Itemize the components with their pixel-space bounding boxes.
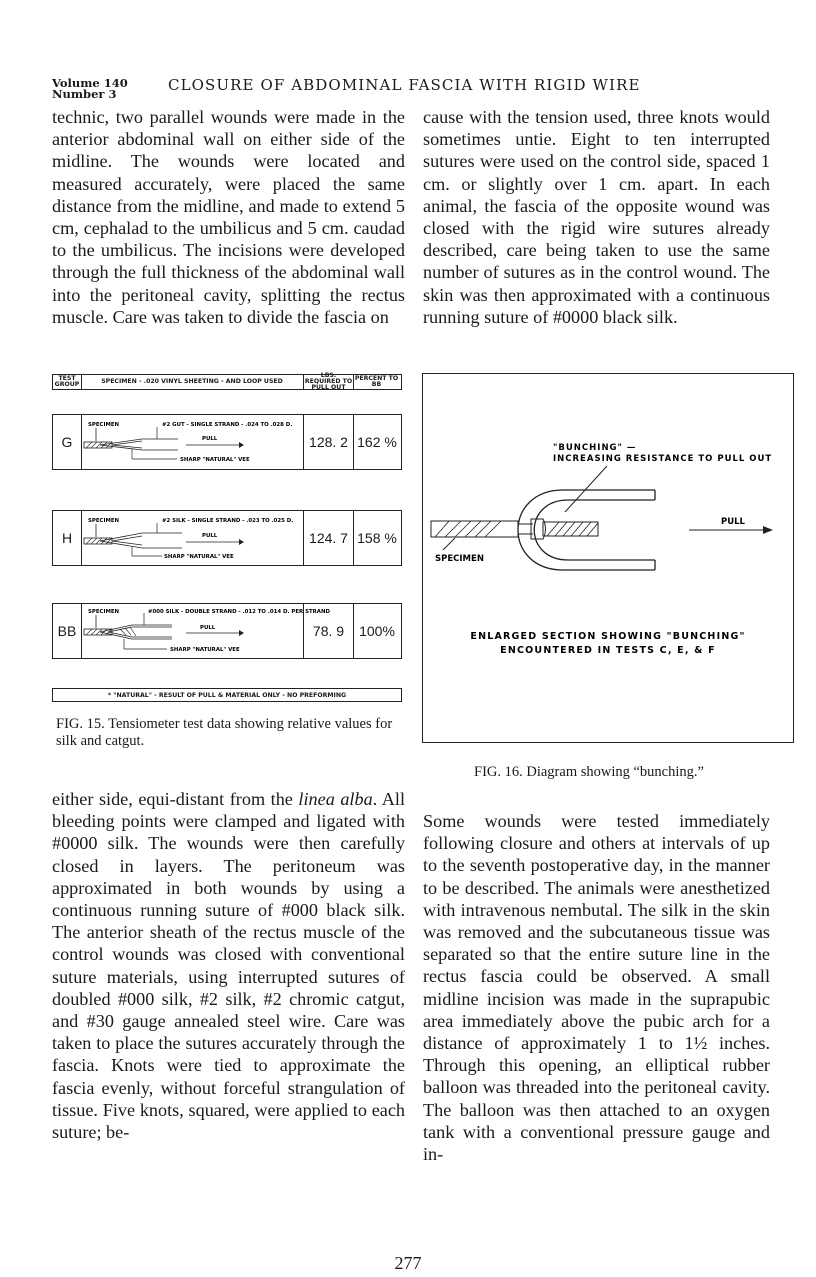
specimen-diagram [82,511,302,565]
column-top-right [423,106,770,328]
footnote: * "NATURAL" - RESULT OF PULL & MATERIAL ONLY - NO PREFORMING [52,688,402,702]
figure-15-caption: FIG. 15. Tensiometer test data showing relative values for silk and catgut. [56,716,393,749]
test-group: G [53,415,82,469]
header-percent: PERCENT TO BB [354,375,399,388]
specimen-label: SPECIMEN [88,422,120,428]
header-lbs: LBS. REQUIRED TO PULL OUT [304,372,353,391]
paragraph: Some wounds were tested immediately following closure and others at intervals of up to the seventh postoperative day, in the manner to be described. The animals were anesthetized with intravenous nembutal. The silk in the skin was removed and the subcutaneous tissue was separated so that the entire suture line in the rectus fascia could be observed. A small midline incision was made in the suprapubic area immediately above the pubic arch for a distance of approximately 1 to 1½ inches. Through this opening, an elliptical rubber balloon was threaded into the peritoneal cavity. The balloon was then attached to an oxygen tank with a conventional pressure gauge and in- [423,811,770,1165]
table-row [52,510,402,566]
lbs-value: 78. 9 [303,604,354,658]
vee-label: SHARP "NATURAL" VEE [164,554,234,560]
lbs-value: 128. 2 [303,415,354,469]
italic-term: linea alba [298,789,373,809]
column-top-left [52,106,405,328]
percent-value: 100% [359,623,395,639]
column-bottom-left [52,788,405,1143]
number-label: Number 3 [52,87,117,101]
lbs-value: 124. 7 [303,511,354,565]
text-before: either side, equi-distant from the [52,789,299,809]
specimen-label: SPECIMEN [88,518,120,524]
specimen-label: SPECIMEN [88,609,120,615]
specimen-label: SPECIMEN [435,554,484,564]
paragraph: technic, two parallel wounds were made in the anterior abdominal wall on either side of the midline. The wounds were located and measured accurately, were placed the same distance from the midline, and made to extend 5 cm, cephalad to the umbilicus and 5 cm. caudad to the umbilicus. The incisions were developed through the full thickness of the abdominal wall into the peritoneal cavity, splitting the rectus muscle. Care was taken to divide the fascia on [52,107,405,327]
vee-label: SHARP "NATURAL" VEE [180,457,250,463]
column-bottom-right [423,810,770,1165]
header-group: TEST GROUP [53,375,82,389]
material-label: #2 SILK - SINGLE STRAND - .023 TO .025 D. [162,518,294,524]
page-number: 277 [394,1253,422,1273]
test-group: BB [53,604,82,658]
vee-label: SHARP "NATURAL" VEE [170,647,240,653]
paragraph: cause with the tension used, three knots would sometimes untie. Eight to ten interrupted sutures were used on the control side, spaced 1 cm. or slightly over 1 cm. apart. In each animal, the fascia of the opposite wound was closed with the rigid wire sutures already described, care being taken to use the same number of sutures as in the control wound. The skin was then approximated with a continuous running suture of #0000 black silk. [423,107,770,327]
bunching-label: "BUNCHING" — [553,443,637,453]
test-group: H [53,511,82,565]
paragraph [52,788,405,1143]
header-specimen: SPECIMEN - .020 VINYL SHEETING - AND LOOP USED [101,378,283,385]
pull-label: PULL [721,517,745,527]
figure-16 [422,373,794,743]
volume-label: Volume 140 [52,76,128,90]
diagram-caption-line2: ENCOUNTERED IN TESTS C, E, & F [500,645,716,656]
table-header [52,374,402,390]
material-label: #000 SILK - DOUBLE STRAND - .012 TO .014 D. PER STRAND [148,609,330,615]
pull-label: PULL [200,625,216,631]
text-after: . All bleeding points were clamped and ligated with #0000 silk. The wounds were then carefully closed in layers. The peritoneum was approximated in both wounds by using a continuous running suture of #000 black silk. The anterior sheath of the rectus muscle of the control wounds was closed with conventional suture materials, using interrupted sutures of doubled #000 silk, #2 silk, #2 chromic catgut, and #30 gauge annealed steel wire. Care was taken to place the sutures accurately through the fascia. Knots were tied to approximate the fascia evenly, without forceful strangulation of tissue. Five knots, squared, were applied to each suture; be- [52,789,405,1143]
table-row [52,414,402,470]
percent-value: 158 % [357,530,397,546]
figure-15 [52,370,402,700]
resistance-label: INCREASING RESISTANCE TO PULL OUT [553,454,773,464]
volume-number [52,78,128,100]
table-row [52,603,402,659]
pull-label: PULL [202,436,218,442]
running-title: CLOSURE OF ABDOMINAL FASCIA WITH RIGID WIRE [168,76,641,94]
pull-label: PULL [202,533,218,539]
diagram-caption-line1: ENLARGED SECTION SHOWING "BUNCHING" [470,631,746,642]
bunching-diagram [423,374,793,742]
percent-value: 162 % [357,434,397,450]
specimen-diagram [82,415,302,469]
figure-16-caption: FIG. 16. Diagram showing “bunching.” [474,764,704,780]
material-label: #2 GUT - SINGLE STRAND - .024 TO .028 D. [162,422,293,428]
